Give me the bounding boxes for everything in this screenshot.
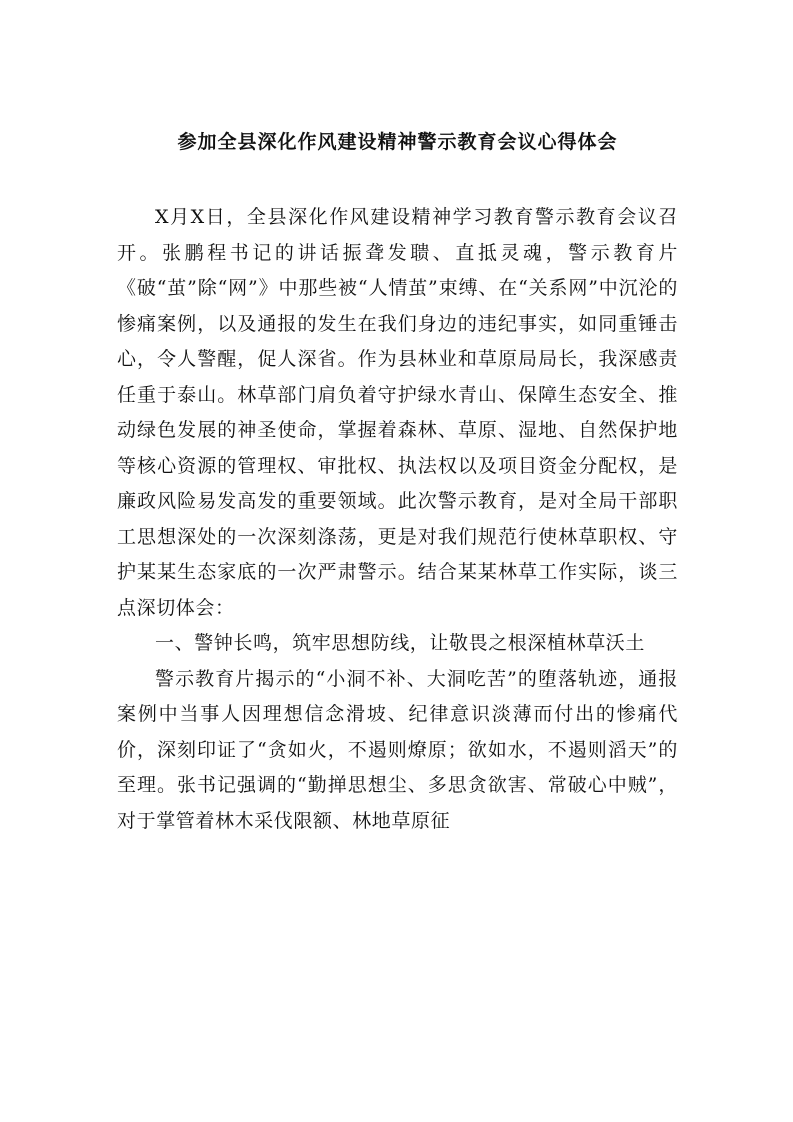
body-paragraph-section-1: 警示教育片揭示的“小洞不补、大洞吃苦”的堕落轨迹，通报案例中当事人因理想信念滑坡、纪律意识淡薄而付出的惨痛代价，深刻印证了“贪如火，不遏则燎原；欲如水，不遏则滔天”的至理。张书记强调的“勤掸思想尘、多思贪欲害、常破心中贼”，对于掌管着林木采伐限额、林地草原征 xyxy=(117,667,678,832)
document-title: 参加全县深化作风建设精神警示教育会议心得体会 xyxy=(177,131,618,153)
section-heading-1: 一、警钟长鸣，筑牢思想防线，让敬畏之根深植林草沃土 xyxy=(155,632,646,654)
document-body xyxy=(117,200,678,839)
body-paragraph-intro: X月X日，全县深化作风建设精神学习教育警示教育会议召开。张鹏程书记的讲话振聋发聩、直抵灵魂，警示教育片《破“茧”除“网”》中那些被“人情茧”束缚、在“关系网”中沉沦的惨痛案例，以及通报的发生在我们身边的违纪事实，如同重锤击心，令人警醒，促人深省。作为县林业和草原局局长，我深感责任重于泰山。林草部门肩负着守护绿水青山、保障生态安全、推动绿色发展的神圣使命，掌握着森林、草原、湿地、自然保护地等核心资源的管理权、审批权、执法权以及项目资金分配权，是廉政风险易发高发的重要领域。此次警示教育，是对全局干部职工思想深处的一次深刻涤荡，更是对我们规范行使林草职权、守护某某生态家底的一次严肃警示。结合某某林草工作实际，谈三点深切体会： xyxy=(117,206,678,619)
